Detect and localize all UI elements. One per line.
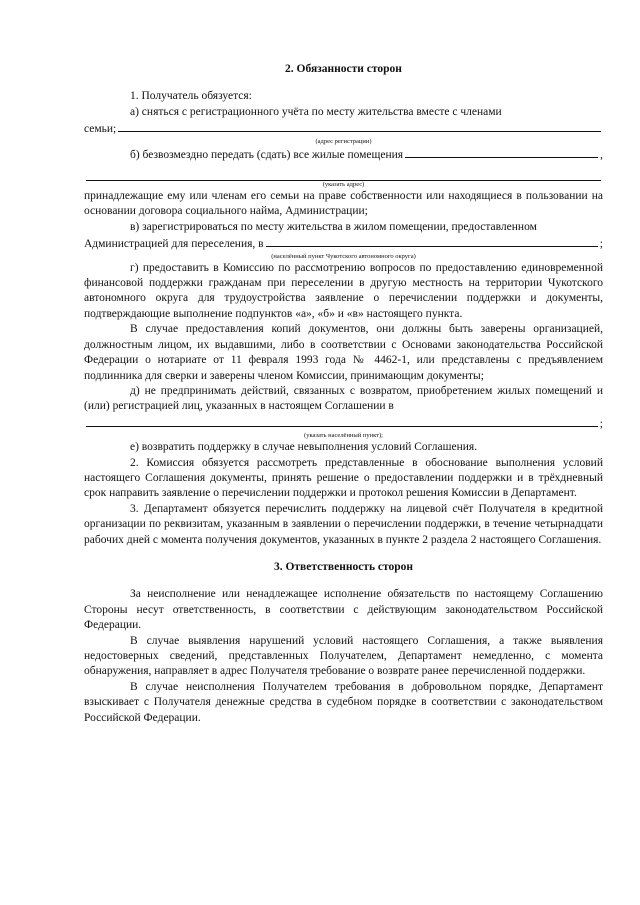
housing-address-caption: (указать адрес) bbox=[322, 181, 365, 189]
copies-text: В случае предоставления копий документов, они должны быть заверены организацией, должностным лицом, их выдавшими, либо в соответствии с Основами законодательства Российской Федерации о нотариате от 11 февраля 1993 года № 4462-1, или представлены с предъявлением подлинника для сверки и заверены членом Комиссии, принимающим документы; bbox=[84, 323, 603, 382]
liability-p2: В случае выявления нарушений условий настоящего Соглашения, а также выявления недостоверных сведений, представленных Получателем, Департамент немедленно, с момента обнаружения, направляет в адрес Получателя требование о возврате ранее перечисленной поддержки. bbox=[84, 634, 603, 678]
clause-v-fill-row bbox=[84, 235, 603, 252]
housing-address-blank bbox=[405, 146, 598, 158]
clause-v-text: в) зарегистрироваться по месту жительства в жилом помещении, предоставленном bbox=[130, 220, 537, 233]
clause-b-suffix: , bbox=[600, 148, 603, 161]
clause-a-fill-row bbox=[84, 120, 603, 137]
clause-b-fill-row bbox=[84, 169, 603, 181]
clause-v-prefix: Администрацией для переселения, в bbox=[84, 238, 264, 251]
clause-a-prefix: семьи; bbox=[84, 123, 117, 136]
housing-address-blank-2 bbox=[86, 169, 601, 181]
registration-address-caption: (адрес регистрации) bbox=[315, 137, 372, 145]
section-3-title: 3. Ответственность сторон bbox=[273, 560, 414, 573]
clause-a-text: а) сняться с регистрационного учёта по месту жительства вместе с членами bbox=[130, 105, 502, 118]
section-2-title: 2. Обязанности сторон bbox=[285, 63, 402, 75]
document-body bbox=[84, 62, 603, 726]
clause-d-fill-row bbox=[84, 415, 603, 432]
clause-e-text: е) возвратить поддержку в случае невыполнения условий Соглашения. bbox=[130, 441, 478, 454]
clause-d-suffix: ; bbox=[599, 417, 603, 430]
clause-b-row bbox=[84, 146, 603, 163]
liability-p1: За неисполнение или ненадлежащее исполнение обязательств по настоящему Соглашению Стороны несут ответственность, в соответствии с действующим законодательством Российской Федерации. bbox=[84, 588, 603, 632]
clause-v-suffix: ; bbox=[599, 238, 603, 251]
clause-g-text: г) предоставить в Комиссию по рассмотрению вопросов по предоставлению единовременной финансовой поддержки гражданам при переселении в другую местность на территории Чукотского автономного округа для трудоустройства заявление о перечислении поддержки и документы, подтверждающие выполнение подпунктов «а», «б» и «в» настоящего пункта. bbox=[84, 261, 603, 320]
clause-d-text: д) не предпринимать действий, связанных с возвратом, приобретением жилых помещений и (или) регистрацией лиц, указанных в настоящем Соглашении в bbox=[84, 384, 603, 413]
clause-b-continuation: принадлежащие ему или членам его семьи на праве собственности или находящиеся в пользовании на основании договора социального найма, Администрации; bbox=[84, 190, 603, 218]
registration-address-blank bbox=[118, 120, 601, 132]
clause-1-heading: 1. Получатель обязуется: bbox=[130, 90, 252, 103]
settlement-blank bbox=[266, 235, 598, 247]
settlement-caption: (населённый пункт Чукотского автономного округа) bbox=[271, 252, 416, 260]
clause-b-prefix: б) безвозмездно передать (сдать) все жилые помещения bbox=[130, 148, 404, 161]
settlement-caption-2: (указать населённый пункт); bbox=[304, 432, 383, 440]
clause-2-text: 2. Комиссия обязуется рассмотреть представленные в обоснование выполнения условий настоящего Соглашения документы, принять решение о предоставлении поддержки и в трёхдневный срок направить заявление о перечислении поддержки и протокол решения Комиссии в Департамент. bbox=[84, 456, 603, 500]
clause-3-text: 3. Департамент обязуется перечислить поддержку на лицевой счёт Получателя в кредитной организации по реквизитам, указанным в заявлении о перечислении поддержки, в течение четырнадцати рабочих дней с момента получения документов, указанных в пункте 2 раздела 2 настоящего Соглашения. bbox=[84, 502, 603, 546]
settlement-blank-2 bbox=[86, 415, 598, 427]
liability-p3: В случае неисполнения Получателем требования в добровольном порядке, Департамент взыскивает с Получателя денежные средства в судебном порядке в соответствии с законодательством Российской Федерации. bbox=[84, 680, 603, 724]
